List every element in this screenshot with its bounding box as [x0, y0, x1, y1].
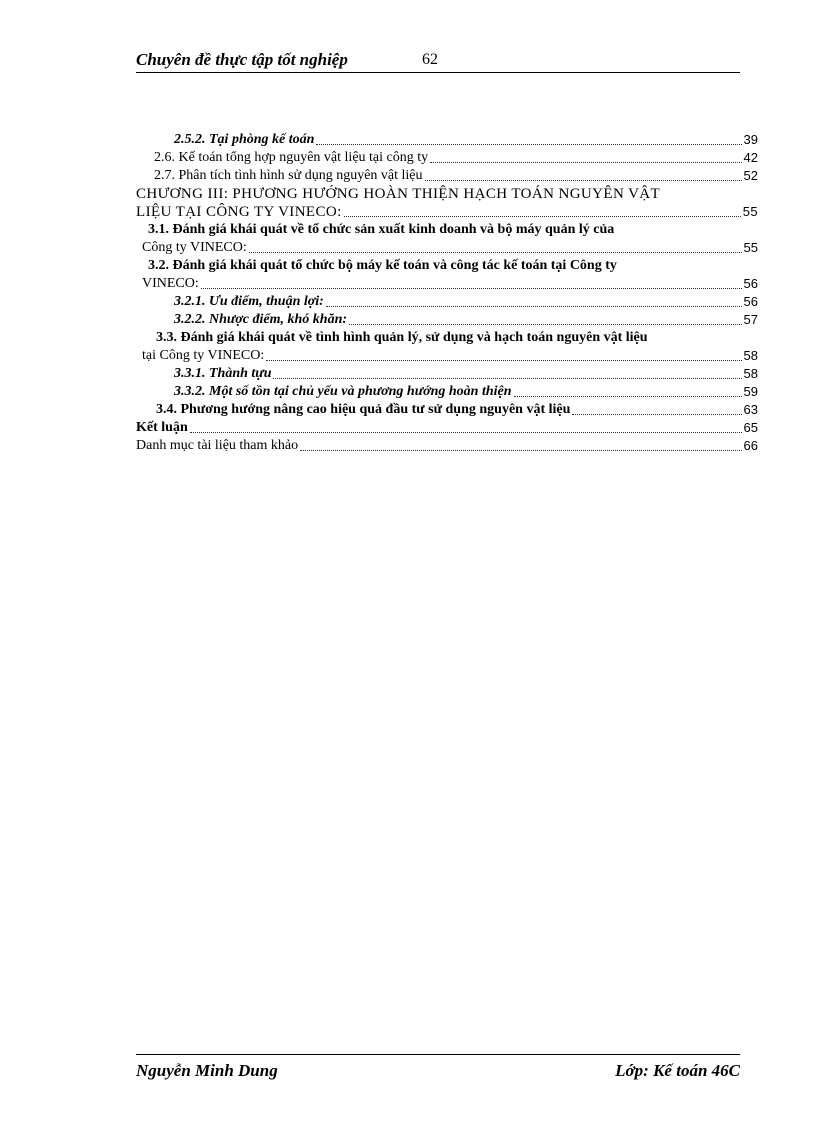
toc-entry-page: 66 [743, 438, 758, 453]
toc-entry-line1: 3.3. Đánh giá khái quát về tình hình quản lý, sử dụng và hạch toán nguyên vật liệu [156, 330, 648, 345]
dot-leader [425, 180, 742, 181]
toc-entry[interactable] [136, 383, 758, 401]
page-header [136, 50, 740, 73]
toc-entry[interactable] [136, 275, 758, 293]
dot-leader [273, 378, 741, 379]
toc-entry-label: 2.6. Kế toán tổng hợp nguyên vật liệu tại công ty [154, 150, 429, 165]
toc-chapter-line1: CHƯƠNG III: PHƯƠNG HƯỚNG HOÀN THIỆN HẠCH TOÁN NGUYÊN VẬT [136, 186, 661, 202]
toc-entry[interactable] [136, 167, 758, 185]
dot-leader [249, 252, 742, 253]
toc-entry-page: 55 [742, 204, 758, 219]
dot-leader [514, 396, 742, 397]
toc-entry-page: 42 [743, 150, 758, 165]
toc-entry[interactable] [136, 311, 758, 329]
toc-entry-page: 57 [743, 312, 758, 327]
toc-entry-page: 59 [743, 384, 758, 399]
toc-entry-page: 56 [743, 294, 758, 309]
toc-entry-label: Công ty VINECO: [142, 240, 247, 255]
toc-entry-line1: 3.1. Đánh giá khái quát về tổ chức sản xuất kinh doanh và bộ máy quản lý của [148, 222, 615, 237]
toc-entry-label: 3.2.2. Nhược điểm, khó khăn: [174, 312, 348, 327]
page-footer [136, 1054, 740, 1085]
toc-entry-page: 58 [743, 366, 758, 381]
toc-entry[interactable] [136, 239, 758, 257]
dot-leader [326, 306, 742, 307]
dot-leader [201, 288, 742, 289]
toc-entry[interactable] [136, 419, 758, 437]
page-number: 62 [422, 51, 438, 68]
dot-leader [316, 144, 741, 145]
toc-entry[interactable] [136, 293, 758, 311]
document-title: Chuyên đề thực tập tốt nghiệp [136, 50, 348, 69]
toc-entry[interactable] [136, 203, 758, 221]
toc-entry-label: 3.4. Phương hướng nâng cao hiệu quả đầu tư sử dụng nguyên vật liệu [156, 402, 571, 417]
toc-entry-label: 3.2.1. Ưu điểm, thuận lợi: [174, 294, 324, 309]
toc-entry-page: 55 [743, 240, 758, 255]
dot-leader [300, 450, 741, 451]
toc-entry[interactable] [136, 365, 758, 383]
dot-leader [349, 324, 742, 325]
author-name: Nguyễn Minh Dung [136, 1061, 278, 1080]
dot-leader [344, 216, 741, 217]
toc-entry-label: 2.7. Phân tích tình hình sử dụng nguyên vật liệu [154, 168, 423, 183]
table-of-contents [136, 131, 758, 455]
dot-leader [572, 414, 741, 415]
toc-entry-label: 3.3.2. Một số tồn tại chủ yếu và phương hướng hoàn thiện [174, 384, 512, 399]
toc-entry[interactable] [136, 401, 758, 419]
toc-entry-page: 56 [743, 276, 758, 291]
toc-entry-line1: 3.2. Đánh giá khái quát tổ chức bộ máy kế toán và công tác kế toán tại Công ty [148, 258, 617, 273]
toc-entry-label: Kết luận [136, 420, 188, 435]
toc-entry-label: LIỆU TẠI CÔNG TY VINECO: [136, 204, 342, 220]
toc-entry[interactable] [136, 131, 758, 149]
toc-entry-page: 52 [743, 168, 758, 183]
toc-entry[interactable] [136, 437, 758, 455]
dot-leader [430, 162, 741, 163]
class-name: Lớp: Kế toán 46C [615, 1061, 740, 1080]
toc-entry-label: 3.3.1. Thành tựu [174, 366, 272, 381]
toc-entry-page: 58 [743, 348, 758, 363]
dot-leader [190, 432, 742, 433]
toc-entry-label: tại Công ty VINECO: [142, 348, 265, 363]
dot-leader [266, 360, 741, 361]
toc-entry-page: 39 [743, 132, 758, 147]
toc-entry-page: 65 [743, 420, 758, 435]
toc-entry-label: VINECO: [142, 276, 199, 291]
toc-entry-label: 2.5.2. Tại phòng kế toán [174, 132, 315, 147]
toc-entry[interactable] [136, 149, 758, 167]
toc-entry-label: Danh mục tài liệu tham khảo [136, 438, 299, 453]
toc-entry[interactable] [136, 347, 758, 365]
toc-entry-page: 63 [743, 402, 758, 417]
